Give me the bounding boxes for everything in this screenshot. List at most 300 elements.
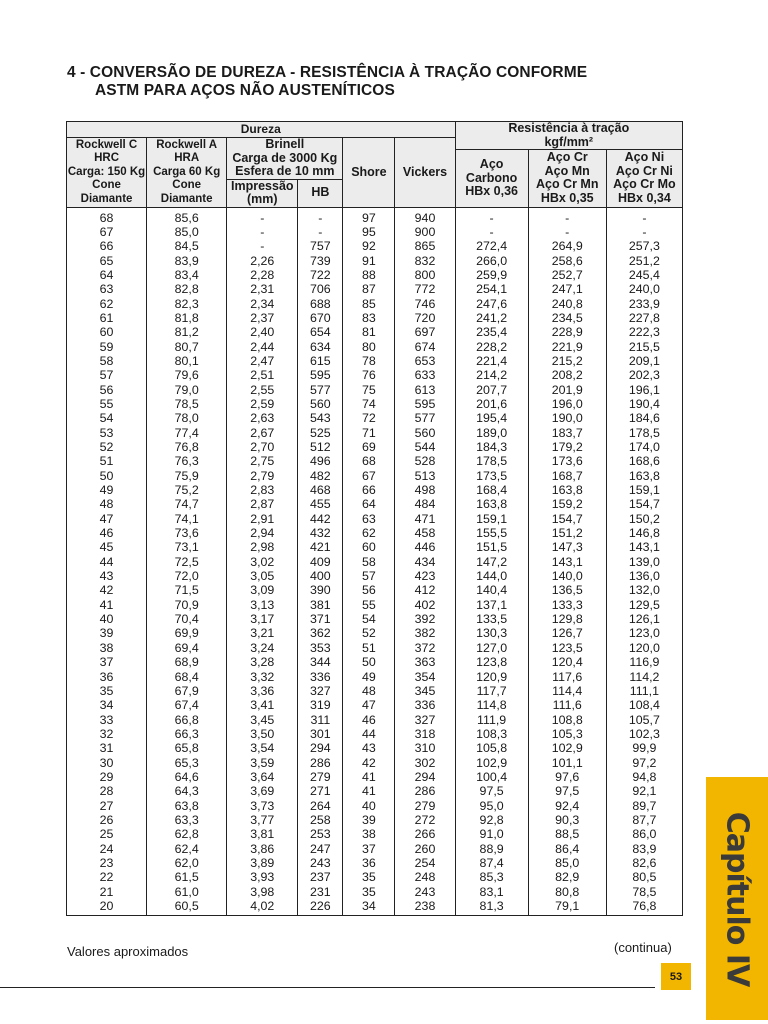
table-cell: 482 (298, 469, 343, 483)
table-cell: 147,3 (528, 540, 606, 554)
table-cell: 120,9 (455, 670, 528, 684)
table-cell: 62,8 (147, 827, 227, 841)
table-cell: 240,8 (528, 297, 606, 311)
table-cell: 36 (343, 856, 395, 870)
table-cell: 227,8 (606, 311, 682, 325)
table-cell: 258,6 (528, 254, 606, 268)
header-shore: Shore (343, 138, 395, 208)
table-cell: 114,8 (455, 698, 528, 712)
table-cell: 80 (343, 340, 395, 354)
table-cell: 30 (67, 756, 147, 770)
footnote: Valores aproximados (67, 944, 189, 959)
table-cell: 60,5 (147, 899, 227, 916)
table-cell: 294 (395, 770, 455, 784)
table-cell: 279 (395, 799, 455, 813)
table-cell: 35 (343, 870, 395, 884)
header-aco-ni-line: Aço Ni (624, 150, 665, 165)
table-cell: 59 (67, 340, 147, 354)
table-cell: 190,0 (528, 411, 606, 425)
table-cell: 739 (298, 254, 343, 268)
header-impressao-line: (mm) (246, 192, 278, 206)
table-cell: 43 (67, 569, 147, 583)
table-cell: 111,9 (455, 713, 528, 727)
table-cell: 105,3 (528, 727, 606, 741)
table-cell: 117,7 (455, 684, 528, 698)
table-cell: 105,8 (455, 741, 528, 755)
table-cell: 302 (395, 756, 455, 770)
header-hra (147, 138, 227, 208)
table-cell: 195,4 (455, 411, 528, 425)
table-row (67, 684, 683, 698)
table-cell: 66,3 (147, 727, 227, 741)
table-cell: 442 (298, 512, 343, 526)
table-row (67, 770, 683, 784)
table-cell: 80,8 (528, 885, 606, 899)
table-cell: 61 (67, 311, 147, 325)
table-row (67, 626, 683, 640)
table-cell: 49 (343, 670, 395, 684)
table-cell: 272 (395, 813, 455, 827)
table-cell: 228,9 (528, 325, 606, 339)
table-cell: 3,77 (227, 813, 298, 827)
table-cell: 80,7 (147, 340, 227, 354)
table-cell: 2,26 (227, 254, 298, 268)
table-cell: 2,34 (227, 297, 298, 311)
table-cell: - (227, 225, 298, 239)
table-cell: 706 (298, 282, 343, 296)
table-cell: 22 (67, 870, 147, 884)
table-cell: 634 (298, 340, 343, 354)
header-aco-cr-mn-line: HBx 0,35 (540, 190, 594, 205)
table-cell: 3,36 (227, 684, 298, 698)
table-cell: - (528, 207, 606, 225)
table-cell: 3,54 (227, 741, 298, 755)
table-cell: 560 (395, 426, 455, 440)
table-cell: 381 (298, 598, 343, 612)
table-cell: 168,7 (528, 469, 606, 483)
table-cell: 57 (67, 368, 147, 382)
table-cell: 3,86 (227, 842, 298, 856)
header-brinell-line: Carga de 3000 Kg (232, 150, 338, 165)
table-cell: 74,7 (147, 497, 227, 511)
table-cell: 73,1 (147, 540, 227, 554)
table-cell: 51 (67, 454, 147, 468)
table-cell: 85,0 (528, 856, 606, 870)
header-hra-line: Rockwell A (156, 138, 218, 151)
table-cell: 286 (298, 756, 343, 770)
table-cell: 46 (67, 526, 147, 540)
table-cell: 3,09 (227, 583, 298, 597)
table-cell: 62,0 (147, 856, 227, 870)
table-cell: - (528, 225, 606, 239)
table-cell: 215,5 (606, 340, 682, 354)
table-cell: 402 (395, 598, 455, 612)
table-cell: 92,4 (528, 799, 606, 813)
table-row (67, 225, 683, 239)
table-cell: 99,9 (606, 741, 682, 755)
table-cell: 85,3 (455, 870, 528, 884)
table-cell: 344 (298, 655, 343, 669)
table-cell: 201,6 (455, 397, 528, 411)
table-cell: 65,8 (147, 741, 227, 755)
table-row (67, 885, 683, 899)
table-cell: 100,4 (455, 770, 528, 784)
table-cell: 83 (343, 311, 395, 325)
header-hrc-line: Cone (92, 179, 121, 191)
table-cell: 2,83 (227, 483, 298, 497)
table-cell: 34 (67, 698, 147, 712)
table-cell: 129,5 (606, 598, 682, 612)
table-cell: 3,32 (227, 670, 298, 684)
table-cell: 82,3 (147, 297, 227, 311)
table-cell: 61,0 (147, 885, 227, 899)
table-cell: 336 (298, 670, 343, 684)
table-cell: 311 (298, 713, 343, 727)
table-cell: 65,3 (147, 756, 227, 770)
header-hra-line: HRA (174, 152, 200, 164)
table-cell: 90,3 (528, 813, 606, 827)
table-cell: 240,0 (606, 282, 682, 296)
table-cell: 458 (395, 526, 455, 540)
table-cell: 382 (395, 626, 455, 640)
table-cell: 92 (343, 239, 395, 253)
table-cell: 900 (395, 225, 455, 239)
table-cell: 51 (343, 641, 395, 655)
table-cell: 2,79 (227, 469, 298, 483)
table-cell: 184,6 (606, 411, 682, 425)
table-cell: 214,2 (455, 368, 528, 382)
table-cell: 178,5 (455, 454, 528, 468)
table-cell: 221,9 (528, 340, 606, 354)
hardness-conversion-table (66, 121, 683, 916)
table-cell: - (298, 207, 343, 225)
table-cell: 97,5 (455, 784, 528, 798)
header-hb: HB (298, 179, 343, 207)
table-cell: 72,5 (147, 555, 227, 569)
table-cell: 53 (67, 426, 147, 440)
header-aco-cr-mn (528, 150, 606, 208)
table-cell: 108,8 (528, 713, 606, 727)
table-cell: 560 (298, 397, 343, 411)
table-cell: 3,05 (227, 569, 298, 583)
table-row (67, 741, 683, 755)
table-cell: 247,1 (528, 282, 606, 296)
table-cell: 247,6 (455, 297, 528, 311)
table-cell: 446 (395, 540, 455, 554)
table-cell: 43 (343, 741, 395, 755)
chapter-label: Capítulo IV (719, 811, 755, 986)
table-cell: 72 (343, 411, 395, 425)
table-cell: 133,5 (455, 612, 528, 626)
table-cell: 173,5 (455, 469, 528, 483)
table-row (67, 641, 683, 655)
table-cell: 23 (67, 856, 147, 870)
table-cell: 238 (395, 899, 455, 916)
header-hrc-line: Rockwell C (75, 138, 138, 151)
table-cell: 77,4 (147, 426, 227, 440)
table-cell: 47 (67, 512, 147, 526)
table-cell: 120,0 (606, 641, 682, 655)
table-row (67, 583, 683, 597)
header-brinell-line: Brinell (265, 137, 305, 151)
table-cell: 390 (298, 583, 343, 597)
table-cell: 168,6 (606, 454, 682, 468)
table-cell: 84,5 (147, 239, 227, 253)
table-row (67, 598, 683, 612)
table-cell: 86,0 (606, 827, 682, 841)
header-brinell (227, 138, 343, 180)
table-cell: 201,9 (528, 383, 606, 397)
table-cell: 123,8 (455, 655, 528, 669)
table-cell: 513 (395, 469, 455, 483)
table-cell: 20 (67, 899, 147, 916)
table-cell: 47 (343, 698, 395, 712)
table-cell: 48 (67, 497, 147, 511)
table-cell: - (227, 239, 298, 253)
table-cell: 63,8 (147, 799, 227, 813)
table-cell: 595 (395, 397, 455, 411)
header-impressao (227, 179, 298, 207)
table-cell: 3,98 (227, 885, 298, 899)
table-cell: 202,3 (606, 368, 682, 382)
table-cell: 65 (67, 254, 147, 268)
table-cell: 42 (67, 583, 147, 597)
table-row (67, 497, 683, 511)
table-cell: 76,8 (147, 440, 227, 454)
table-cell: 78,5 (606, 885, 682, 899)
header-hrc (67, 138, 147, 208)
table-cell: 271 (298, 784, 343, 798)
table-cell: 68,9 (147, 655, 227, 669)
table-cell: 76 (343, 368, 395, 382)
table-cell: 114,2 (606, 670, 682, 684)
header-hra-line: Cone (172, 179, 202, 191)
header-hra-line: Carga 60 Kg (153, 165, 221, 178)
page-title (67, 64, 667, 100)
group-header-resistencia-line2: kgf/mm² (544, 134, 594, 149)
table-cell: 3,45 (227, 713, 298, 727)
table-cell: 318 (395, 727, 455, 741)
table-cell: 412 (395, 583, 455, 597)
table-cell: 163,8 (528, 483, 606, 497)
table-cell: 34 (343, 899, 395, 916)
table-cell: 117,6 (528, 670, 606, 684)
table-cell: 91,0 (455, 827, 528, 841)
table-cell: 97,5 (528, 784, 606, 798)
table-cell: 231 (298, 885, 343, 899)
table-cell: 234,5 (528, 311, 606, 325)
table-cell: 2,87 (227, 497, 298, 511)
table-cell: 126,1 (606, 612, 682, 626)
table-row (67, 526, 683, 540)
table-cell: 2,37 (227, 311, 298, 325)
table-cell: 184,3 (455, 440, 528, 454)
header-hra-line: Diamante (160, 192, 213, 205)
table-cell: 2,91 (227, 512, 298, 526)
table-cell: 63 (343, 512, 395, 526)
table-cell: 46 (343, 713, 395, 727)
table-cell: 75 (343, 383, 395, 397)
table-cell: 150,2 (606, 512, 682, 526)
table-cell: 159,1 (455, 512, 528, 526)
table-cell: 496 (298, 454, 343, 468)
table-cell: 2,31 (227, 282, 298, 296)
table-cell: 126,7 (528, 626, 606, 640)
table-cell: 264,9 (528, 239, 606, 253)
table-cell: 2,47 (227, 354, 298, 368)
table-cell: 371 (298, 612, 343, 626)
table-cell: 168,4 (455, 483, 528, 497)
table-cell: 70,9 (147, 598, 227, 612)
table-cell: 2,59 (227, 397, 298, 411)
table-cell: 595 (298, 368, 343, 382)
table-row (67, 397, 683, 411)
table-cell: 62,4 (147, 842, 227, 856)
table-cell: 144,0 (455, 569, 528, 583)
table-cell: 24 (67, 842, 147, 856)
table-cell: 2,44 (227, 340, 298, 354)
table-cell: 3,69 (227, 784, 298, 798)
table-cell: 72,0 (147, 569, 227, 583)
table-cell: 543 (298, 411, 343, 425)
table-cell: 35 (67, 684, 147, 698)
table-cell: 455 (298, 497, 343, 511)
table-cell: 147,2 (455, 555, 528, 569)
table-cell: 73,6 (147, 526, 227, 540)
group-header-resistencia (455, 122, 682, 150)
table-row (67, 655, 683, 669)
table-cell: 3,50 (227, 727, 298, 741)
table-cell: 56 (343, 583, 395, 597)
table-cell: 163,8 (606, 469, 682, 483)
table-cell: 25 (67, 827, 147, 841)
table-row (67, 368, 683, 382)
table-row (67, 870, 683, 884)
table-cell: 423 (395, 569, 455, 583)
header-aco-ni-line: HBx 0,34 (617, 190, 671, 205)
table-cell: 2,28 (227, 268, 298, 282)
table-cell: 159,1 (606, 483, 682, 497)
chapter-tab (706, 777, 768, 1020)
table-cell: 39 (343, 813, 395, 827)
group-header-dureza: Dureza (67, 122, 456, 138)
table-cell: 190,4 (606, 397, 682, 411)
table-cell: 179,2 (528, 440, 606, 454)
table-cell: 654 (298, 325, 343, 339)
header-hrc-line: HRC (94, 152, 120, 164)
table-cell: 41 (343, 770, 395, 784)
table-cell: 233,9 (606, 297, 682, 311)
table-cell: 38 (343, 827, 395, 841)
table-cell: 120,4 (528, 655, 606, 669)
table-cell: - (455, 207, 528, 225)
table-cell: 36 (67, 670, 147, 684)
table-cell: 498 (395, 483, 455, 497)
table-cell: 207,7 (455, 383, 528, 397)
table-cell: 294 (298, 741, 343, 755)
table-row (67, 297, 683, 311)
table-cell: 421 (298, 540, 343, 554)
table-cell: 89,7 (606, 799, 682, 813)
table-cell: 78 (343, 354, 395, 368)
table-cell: 189,0 (455, 426, 528, 440)
table-cell: 865 (395, 239, 455, 253)
table-cell: 3,93 (227, 870, 298, 884)
table-row (67, 842, 683, 856)
table-cell: 260 (395, 842, 455, 856)
table-cell: 254,1 (455, 282, 528, 296)
header-hrc-line: Diamante (80, 192, 133, 205)
table-cell: 2,98 (227, 540, 298, 554)
table-cell: 114,4 (528, 684, 606, 698)
table-cell: 163,8 (455, 497, 528, 511)
header-aco-carbono (455, 150, 528, 208)
table-cell: 80,1 (147, 354, 227, 368)
page-title-line2: ASTM PARA AÇOS NÃO AUSTENÍTICOS (95, 82, 395, 99)
table-cell: 264 (298, 799, 343, 813)
table-cell: 52 (343, 626, 395, 640)
table-cell: 105,7 (606, 713, 682, 727)
table-cell: 154,7 (606, 497, 682, 511)
table-cell: 40 (343, 799, 395, 813)
table-cell: 58 (343, 555, 395, 569)
table-cell: - (298, 225, 343, 239)
table-cell: 82,9 (528, 870, 606, 884)
table-cell: 243 (395, 885, 455, 899)
table-cell: 544 (395, 440, 455, 454)
table-cell: 57 (343, 569, 395, 583)
table-row (67, 311, 683, 325)
table-cell: 512 (298, 440, 343, 454)
table-cell: 2,63 (227, 411, 298, 425)
table-cell: 196,0 (528, 397, 606, 411)
table-cell: 64 (343, 497, 395, 511)
table-cell: 215,2 (528, 354, 606, 368)
table-cell: 62 (67, 297, 147, 311)
header-aco-cr-mn-line: Aço Cr Mn (535, 177, 599, 192)
table-cell: 3,02 (227, 555, 298, 569)
table-cell: 69,4 (147, 641, 227, 655)
table-cell: 2,70 (227, 440, 298, 454)
table-cell: 78,5 (147, 397, 227, 411)
table-cell: 2,94 (227, 526, 298, 540)
table-cell: 251,2 (606, 254, 682, 268)
header-vickers: Vickers (395, 138, 455, 208)
table-cell: 42 (343, 756, 395, 770)
table-cell: 722 (298, 268, 343, 282)
table-cell: 259,9 (455, 268, 528, 282)
table-cell: - (455, 225, 528, 239)
table-cell: 82,8 (147, 282, 227, 296)
table-cell: 68 (343, 454, 395, 468)
table-row (67, 440, 683, 454)
table-cell: 4,02 (227, 899, 298, 916)
table-cell: 31 (67, 741, 147, 755)
table-cell: 484 (395, 497, 455, 511)
table-cell: 66,8 (147, 713, 227, 727)
table-cell: 226 (298, 899, 343, 916)
table-cell: 245,4 (606, 268, 682, 282)
table-cell: 2,75 (227, 454, 298, 468)
page-title-line1: 4 - CONVERSÃO DE DUREZA - RESISTÊNCIA À TRAÇÃO CONFORME (67, 64, 588, 81)
table-cell: 697 (395, 325, 455, 339)
table-cell: 3,64 (227, 770, 298, 784)
table-cell: 136,5 (528, 583, 606, 597)
table-cell: 49 (67, 483, 147, 497)
table-cell: 3,24 (227, 641, 298, 655)
table-row (67, 813, 683, 827)
table-cell: 3,13 (227, 598, 298, 612)
